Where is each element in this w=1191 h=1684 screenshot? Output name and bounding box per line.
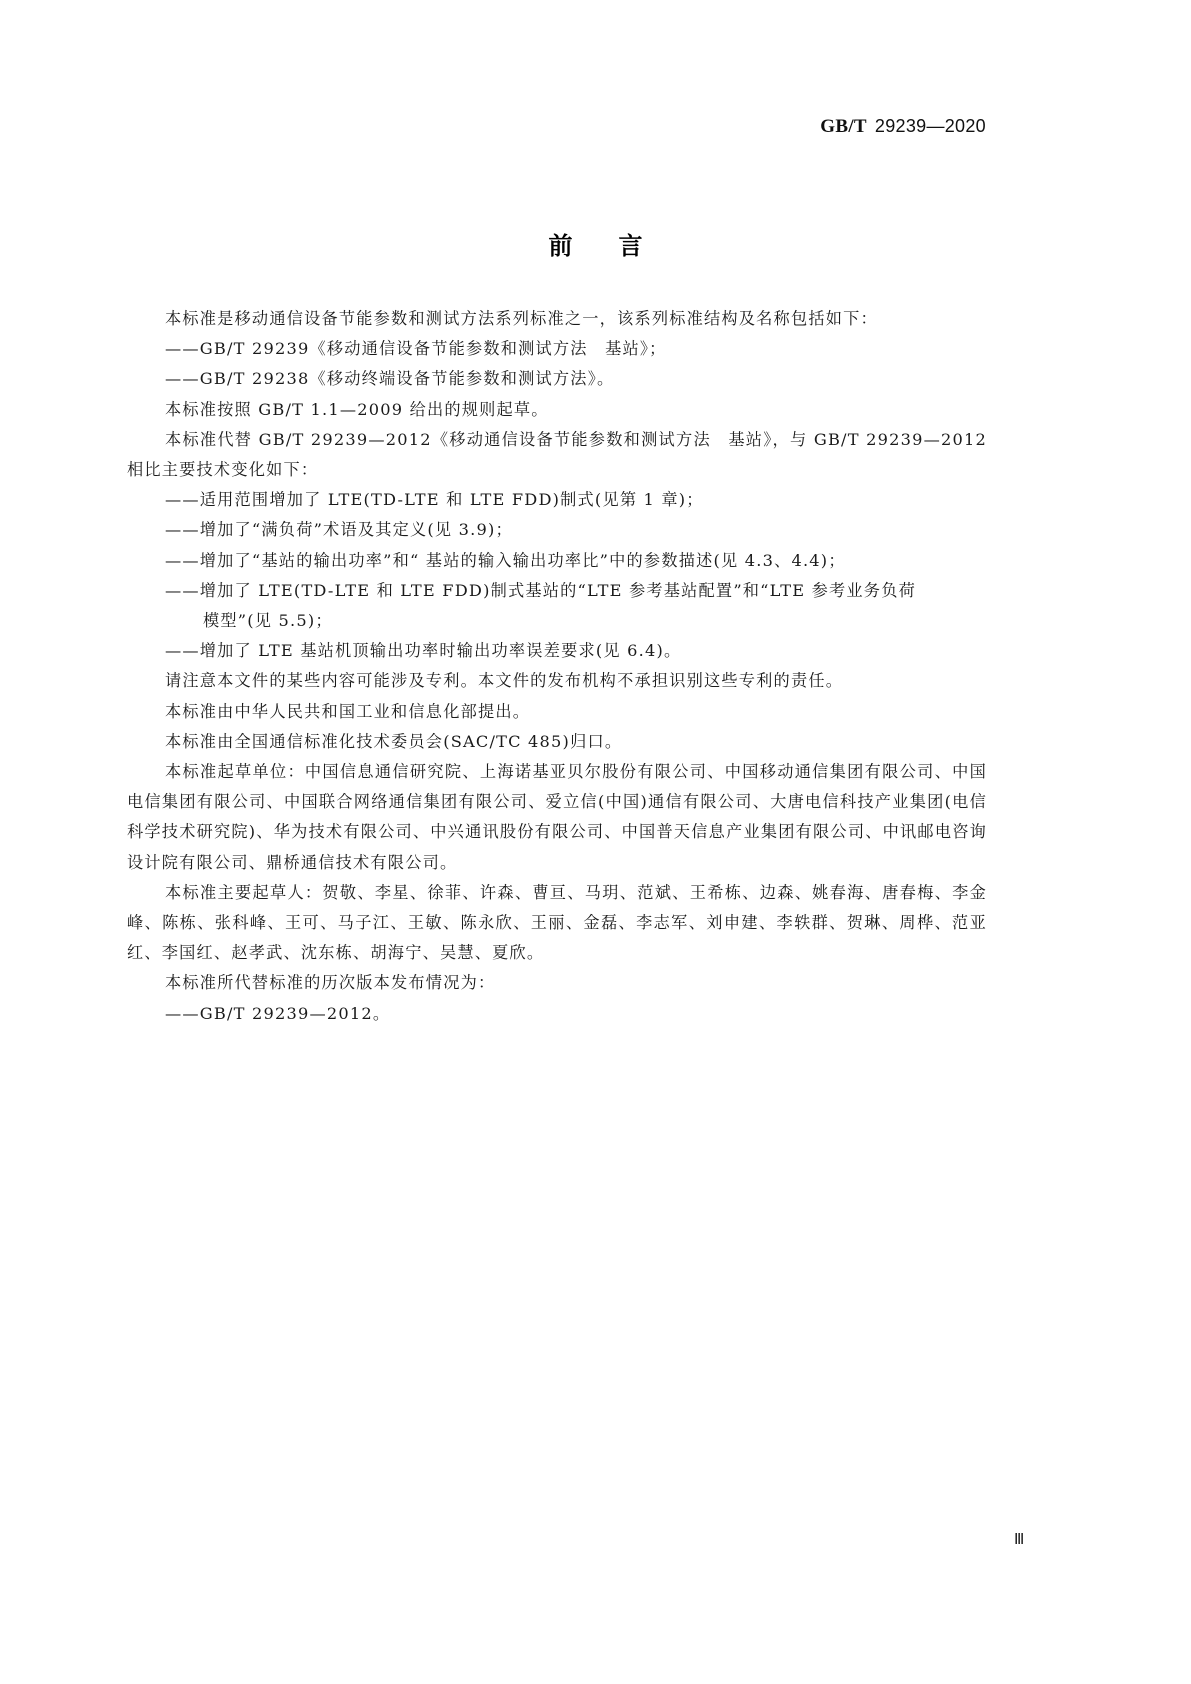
list-item-change-full-load: ——增加了“满负荷”术语及其定义(见 3.9)； (165, 520, 513, 540)
list-item-change-lte-config-cont: 模型”(见 5.5)； (203, 611, 333, 631)
paragraph-managed-by: 本标准由全国通信标准化技术委员会(SAC/TC 485)归口。 (165, 731, 623, 751)
paragraph-patent-notice: 请注意本文件的某些内容可能涉及专利。本文件的发布机构不承担识别这些专利的责任。 (165, 671, 844, 691)
paragraph-drafters: 本标准主要起草人：贺敬、李星、徐菲、许森、曹亘、马玥、范斌、王希栋、边森、姚春海、唐春梅、李金峰、陈栋、张科峰、王可、马子江、王敏、陈永欣、王丽、金磊、李志军、刘申建、李轶群、贺琳、周桦、范亚红、李国红、赵孝武、沈东栋、胡海宁、吴慧、夏欣。 (127, 882, 987, 963)
list-item-change-parameters: ——增加了“基站的输出功率”和“ 基站的输入输出功率比”中的参数描述(见 4.3、4.4)； (165, 550, 846, 570)
paragraph-drafting-rules: 本标准按照 GB/T 1.1—2009 给出的规则起草。 (165, 399, 549, 419)
list-item-gbt29238: ——GB/T 29238《移动终端设备节能参数和测试方法》。 (165, 369, 615, 389)
foreword-body (127, 304, 987, 1029)
list-item-change-scope: ——适用范围增加了 LTE(TD-LTE 和 LTE FDD)制式(见第 1 章)； (165, 490, 704, 510)
standard-code-header (820, 116, 986, 138)
page-title: 前言 (548, 232, 689, 260)
list-item-gbt29239: ——GB/T 29239《移动通信设备节能参数和测试方法 基站》； (165, 339, 667, 359)
standard-number: 29239—2020 (874, 116, 986, 136)
list-item-change-lte-config: ——增加了 LTE(TD-LTE 和 LTE FDD)制式基站的“LTE 参考基站配置”和“LTE 参考业务负荷 (165, 580, 916, 600)
standard-prefix: GB/T (820, 116, 867, 137)
paragraph-series-intro: 本标准是移动通信设备节能参数和测试方法系列标准之一，该系列标准结构及名称包括如下： (165, 309, 878, 328)
paragraph-replaces: 本标准代替 GB/T 29239—2012《移动通信设备节能参数和测试方法 基站》，与 GB/T 29239—2012 相比主要技术变化如下： (127, 429, 987, 480)
paragraph-previous-editions: 本标准所代替标准的历次版本发布情况为： (165, 973, 496, 993)
list-item-previous-edition: ——GB/T 29239—2012。 (165, 1003, 391, 1023)
paragraph-proposed-by: 本标准由中华人民共和国工业和信息化部提出。 (165, 701, 531, 721)
page-number: Ⅲ (1014, 1532, 1024, 1548)
paragraph-drafting-units: 本标准起草单位：中国信息通信研究院、上海诺基亚贝尔股份有限公司、中国移动通信集团有限公司、中国电信集团有限公司、中国联合网络通信集团有限公司、爱立信(中国)通信有限公司、大唐电信科技产业集团(电信科学技术研究院)、华为技术有限公司、中兴通讯股份有限公司、中国普天信息产业集团有限公司、中讯邮电咨询设计院有限公司、鼎桥通信技术有限公司。 (127, 762, 987, 872)
list-item-change-power-error: ——增加了 LTE 基站机顶输出功率时输出功率误差要求(见 6.4)。 (165, 641, 682, 661)
